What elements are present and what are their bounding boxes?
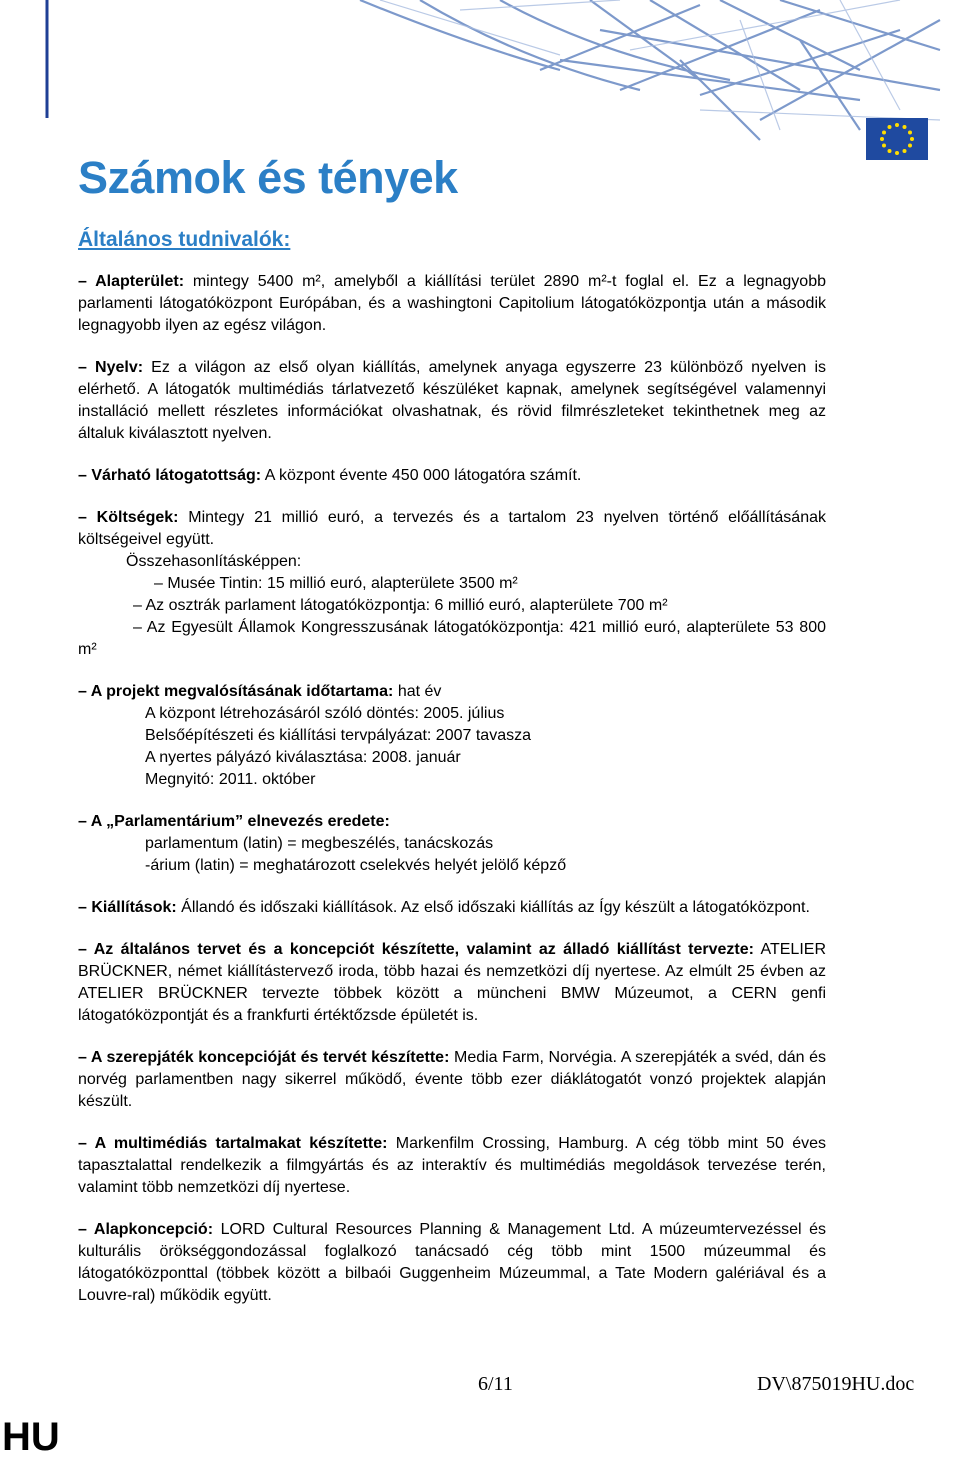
label-roleplay: – A szerepjáték koncepcióját és tervét készítette: — [78, 1049, 450, 1066]
paragraph-exhibitions — [78, 897, 826, 919]
paragraph-duration — [78, 681, 826, 703]
duration-item: A nyertes pályázó kiválasztása: 2008. január — [145, 749, 461, 766]
page-number: 6/11 — [478, 1373, 513, 1395]
label-floor-area: – Alapterület: — [78, 273, 185, 290]
language-code: HU — [2, 1415, 60, 1459]
name-origin-item: parlamentum (latin) = megbeszélés, tanácskozás — [145, 835, 494, 852]
text-multimedia: Markenfilm Crossing, Hamburg. A cég több mint 50 éves tapasztalattal rendelkezik a filmgyártás és az interaktív és multimédiás megoldások tervezése terén, valamint több nemzetközi díj nyertese. — [78, 1135, 827, 1196]
paragraph-visitors — [78, 465, 826, 487]
paragraph-floor-area — [78, 271, 826, 337]
document-body — [78, 271, 826, 1307]
text-concept: LORD Cultural Resources Planning & Management Ltd. A múzeumtervezéssel és kulturális örökséggondozással foglalkozó tanácsadó cég több mint 1500 múzeummal és látogatóközponttal (többek között a bilbaói Guggenheim Múzeummal, a Tate Modern galériával és a Louvre-ral) működik együtt. — [78, 1221, 826, 1304]
label-visitors: – Várható látogatottság: — [78, 467, 262, 484]
paragraph-name-origin — [78, 811, 826, 833]
text-exhibitions: Állandó és időszaki kiállítások. Az első időszaki kiállítás az Így készült a látogatóközpont. — [176, 899, 810, 916]
paragraph-multimedia — [78, 1133, 826, 1199]
paragraph-costs — [78, 507, 826, 551]
section-subtitle: Általános tudnivalók: — [78, 228, 291, 251]
eu-flag-logo — [866, 118, 928, 160]
label-costs: – Költségek: — [78, 509, 179, 526]
label-concept: – Alapkoncepció: — [78, 1221, 214, 1238]
header-roof-illustration — [0, 0, 960, 170]
paragraph-concept — [78, 1219, 826, 1307]
paragraph-roleplay — [78, 1047, 826, 1113]
duration-item: Megnyitó: 2011. október — [145, 771, 316, 788]
text-duration: hat év — [393, 683, 442, 700]
label-duration: – A projekt megvalósításának időtartama: — [78, 683, 394, 700]
text-floor-area: mintegy 5400 m², amelyből a kiállítási terület 2890 m²-t foglal el. Ez a legnagyobb parlamenti látogatóközpont Európában, és a washingtoni Capitolium látogatóközpontja után a második legnagyobb ilyen az egész világon. — [78, 273, 826, 334]
costs-comparison-item: – Az osztrák parlament látogatóközpontja: 6 millió euró, alapterülete 700 m² — [133, 597, 668, 614]
label-multimedia: – A multimédiás tartalmakat készítette: — [78, 1135, 388, 1152]
paragraph-designer — [78, 939, 826, 1027]
label-language: – Nyelv: — [78, 359, 144, 376]
text-language: Ez a világon az első olyan kiállítás, amelynek anyaga egyszerre 23 különböző nyelven is elérhető. A látogatók multimédiás tárlatvezető készüléket kapnak, amelynek segítségével valamennyi installáció mellett részletes információkat olvashatnak, és rövid filmrészleteket tekinthetnek meg az általuk kiválasztott nyelven. — [78, 359, 826, 442]
costs-comparison-heading: Összehasonlításképpen: — [126, 553, 302, 570]
duration-item: Belsőépítészeti és kiállítási tervpályázat: 2007 tavasza — [145, 727, 531, 744]
document-reference: DV\875019HU.doc — [757, 1373, 915, 1395]
name-origin-item: -árium (latin) = meghatározott cselekvés helyét jelölő képző — [145, 857, 567, 874]
page-title: Számok és tények — [78, 152, 458, 203]
label-exhibitions: – Kiállítások: — [78, 899, 177, 916]
text-roleplay: Media Farm, Norvégia. A szerepjáték a svéd, dán és norvég parlamentben nagy sikerrel működő, évente több ezer diáklátogatót vonzó projektek alapján készült. — [78, 1049, 827, 1110]
paragraph-language — [78, 357, 826, 445]
duration-item: A központ létrehozásáról szóló döntés: 2005. július — [145, 705, 505, 722]
text-costs: Mintegy 21 millió euró, a tervezés és a tartalom 23 nyelven történő előállításának költségeivel együtt. — [78, 509, 826, 548]
costs-comparison-item: – Az Egyesült Államok Kongresszusának látogatóközpontja: 421 millió euró, alapterülete 53 800 m² — [78, 619, 826, 658]
label-designer: – Az általános tervet és a koncepciót készítette, valamint az álladó kiállítást tervezte: — [78, 941, 754, 958]
text-visitors: A központ évente 450 000 látogatóra számít. — [261, 467, 582, 484]
label-name-origin: – A „Parlamentárium” elnevezés eredete: — [78, 813, 390, 830]
costs-comparison-item: – Musée Tintin: 15 millió euró, alapterülete 3500 m² — [154, 575, 518, 592]
text-designer: ATELIER BRÜCKNER, német kiállítástervező iroda, több hazai és nemzetközi díj nyertese. Az elmúlt 25 évben az ATELIER BRÜCKNER tervezte többek között a müncheni BMW Múzeumot, a CERN genfi látogatóközpontját és a frankfurti értéktőzsde épületét is. — [78, 941, 826, 1024]
